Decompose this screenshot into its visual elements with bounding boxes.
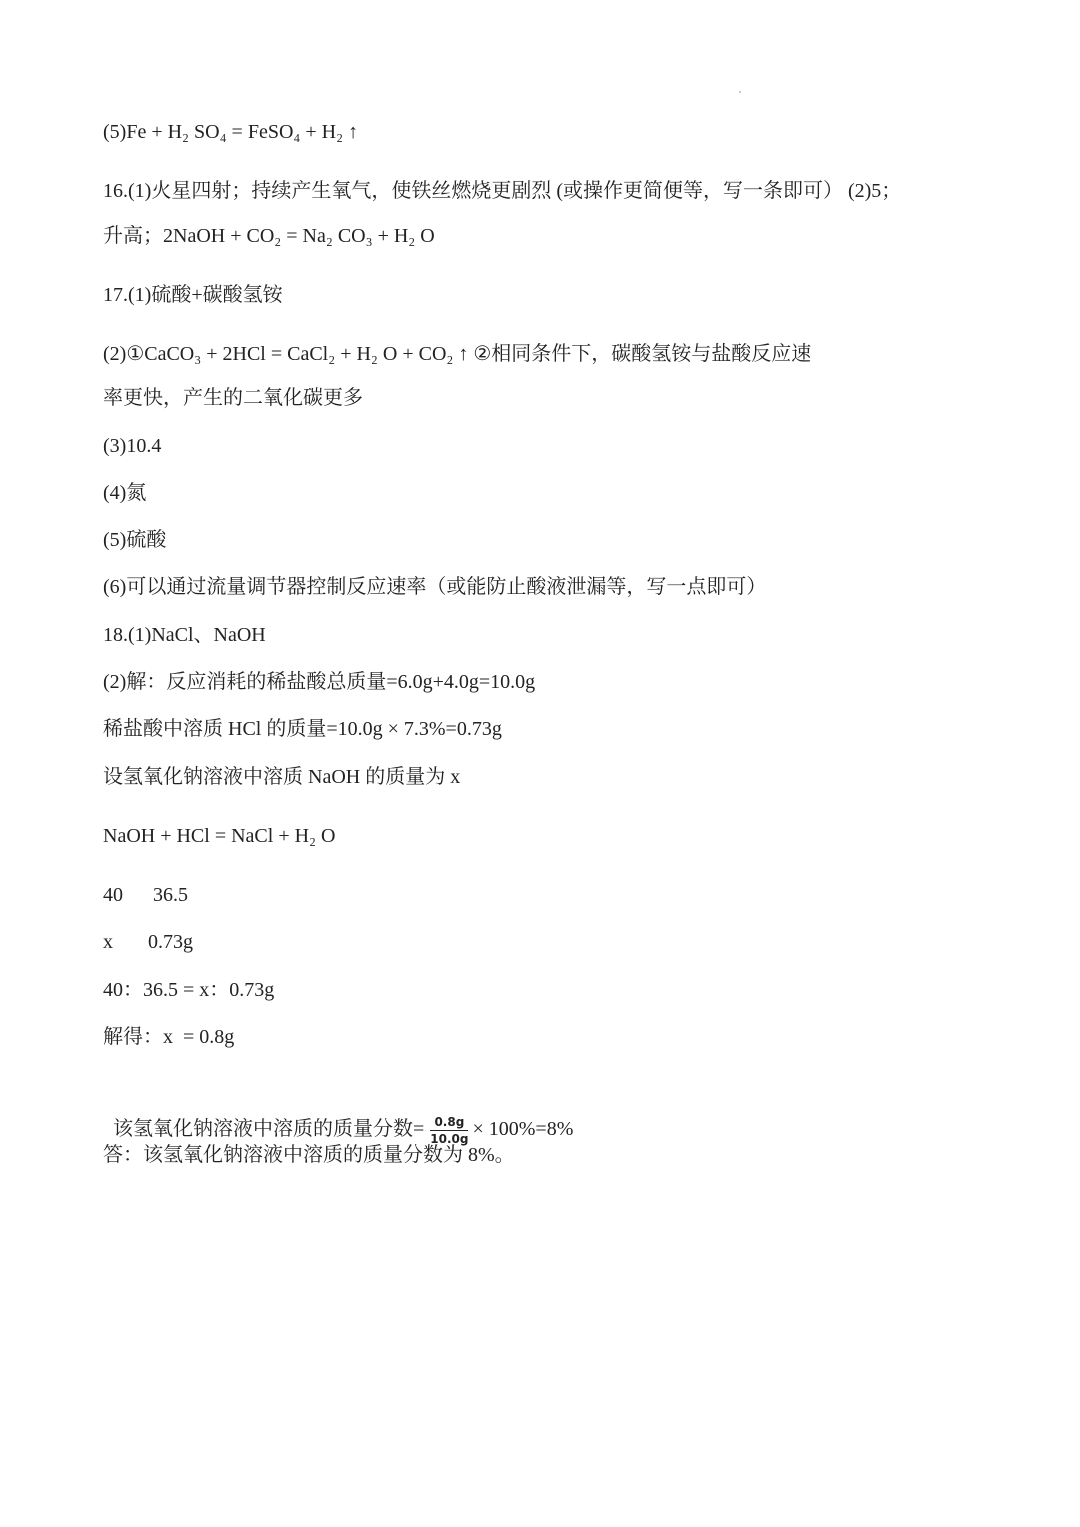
answer-line-molar-masses: 40 36.5 bbox=[103, 884, 188, 906]
answer-line-18-1: 18.(1)NaCl、NaOH bbox=[103, 624, 266, 646]
answer-line-15-5: (5)Fe + H₂ SO₄ = FeSO₄ + H₂ ↑ bbox=[103, 121, 359, 143]
answer-line-quantities: x 0.73g bbox=[103, 931, 193, 953]
answer-line-17-5: (5)硫酸 bbox=[103, 529, 167, 551]
fraction-numerator: 0.8g bbox=[430, 1115, 468, 1131]
answer-line-18-2: (2)解：反应消耗的稀盐酸总质量=6.0g+4.0g=10.0g bbox=[103, 671, 536, 693]
answer-line-16-1: 16.(1)火星四射；持续产生氧气，使铁丝燃烧更剧烈 (或操作更简便等，写一条即可） (2)5； bbox=[103, 180, 902, 202]
answer-line-17-4: (4)氮 bbox=[103, 482, 147, 504]
answer-line-17-3: (3)10.4 bbox=[103, 435, 162, 457]
answer-line-final: 答：该氢氧化钠溶液中溶质的质量分数为 8%。 bbox=[103, 1144, 515, 1166]
answer-line-solution: 解得：x = 0.8g bbox=[103, 1026, 235, 1048]
fraction-suffix: × 100%=8% bbox=[472, 1118, 574, 1140]
answer-line-proportion: 40：36.5 = x：0.73g bbox=[103, 979, 275, 1001]
fraction-denominator: 10.0g bbox=[430, 1131, 469, 1146]
answer-line-17-2: (2)①CaCO₃ + 2HCl = CaCl₂ + H₂ O + CO₂ ↑ ②相同条件下，碳酸氢铵与盐酸反应速 bbox=[103, 343, 812, 365]
fraction-prefix: 该氢氧化钠溶液中溶质的质量分数= bbox=[113, 1118, 425, 1140]
answer-line-17-2-cont: 率更快，产生的二氧化碳更多 bbox=[103, 387, 363, 409]
fraction bbox=[430, 1115, 468, 1146]
answer-line-assume: 设氢氧化钠溶液中溶质 NaOH 的质量为 x bbox=[103, 766, 461, 788]
answer-line-hcl-mass: 稀盐酸中溶质 HCl 的质量=10.0g × 7.3%=0.73g bbox=[103, 718, 502, 740]
answer-line-17-6: (6)可以通过流量调节器控制反应速率（或能防止酸液泄漏等，写一点即可） bbox=[103, 576, 767, 598]
answer-line-fraction bbox=[103, 1078, 573, 1146]
scan-dot bbox=[739, 91, 741, 93]
answer-line-17-1: 17.(1)硫酸+碳酸氢铵 bbox=[103, 284, 283, 306]
answer-line-equation: NaOH + HCl = NaCl + H₂ O bbox=[103, 825, 336, 847]
answer-line-16-2: 升高；2NaOH + CO₂ = Na₂ CO₃ + H₂ O bbox=[103, 225, 435, 247]
